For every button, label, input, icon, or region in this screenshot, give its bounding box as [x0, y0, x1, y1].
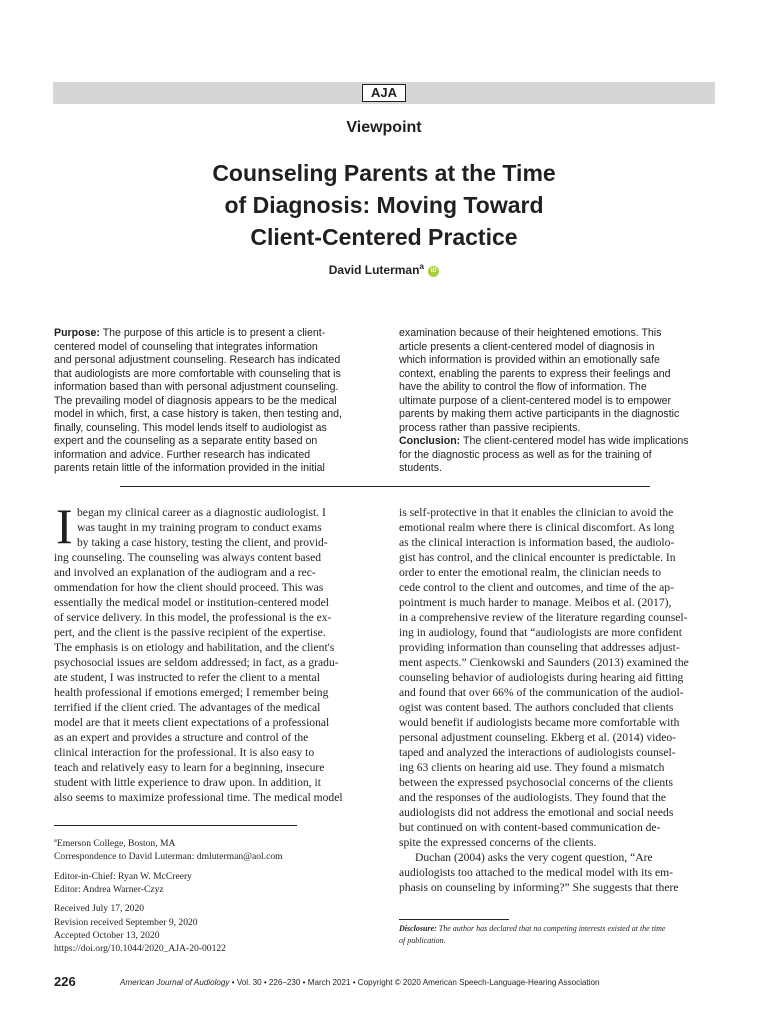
abstract-line: and personal adjustment counseling. Research has indicated: [54, 354, 341, 366]
body-line: began my clinical career as a diagnostic audiologist. I: [77, 506, 326, 519]
abstract-line: examination because of their heightened emotions. This: [399, 327, 662, 339]
body-line: The emphasis is on etiology and habilitation, and the client's: [54, 641, 335, 654]
abstract-line: that audiologists are more comfortable with counseling that is: [54, 367, 341, 380]
body-line: audiologists too attached to the medical model with its em-: [399, 866, 674, 879]
body-line: was taught in my training program to conduct exams: [77, 521, 322, 534]
body-line: personal adjustment counseling. Ekberg et al. (2014) video-: [399, 731, 676, 744]
abstract-line: parents retain little of the information provided in the initial: [54, 462, 325, 474]
abstract-right-column: [399, 327, 719, 476]
body-line: teach and relatively easy to learn for a beginning, insecure: [54, 761, 325, 774]
body-line: phasis on counseling by informing?” She suggests that there: [399, 881, 679, 894]
abstract-line: for the diagnostic process as well as for the training of: [399, 448, 652, 461]
abstract-line: information based than with personal adjustment counseling.: [54, 381, 339, 393]
abstract-line: parents by making them active participants in the diagnostic: [399, 408, 680, 420]
body-line: model are that it meets client expectations of a professional: [54, 716, 330, 729]
disclosure-divider: [399, 919, 509, 920]
accepted-date: Accepted October 13, 2020: [54, 929, 160, 941]
abstract-line: The prevailing model of diagnosis appears to be the medical: [54, 394, 337, 407]
editor-in-chief-note: Editor-in-Chief: Ryan W. McCreery: [54, 870, 192, 882]
affiliation-note: $^a$Emerson College, Boston, MA: [54, 837, 176, 850]
body-line: by taking a case history, testing the client, and provid-: [77, 536, 328, 549]
abstract-line: students.: [399, 462, 442, 474]
body-line: health professional if emotions emerged; I remember being: [54, 686, 329, 699]
doi-link[interactable]: https://doi.org/10.1044/2020_AJA-20-00122: [54, 943, 226, 955]
author-line: [0, 262, 768, 277]
body-line: emotional realm where there is clinical discomfort. As long: [399, 521, 675, 534]
abstract-line: Conclusion: The client-centered model has wide implications: [399, 435, 689, 447]
abstract-line: context, enabling the parents to express their feelings and: [399, 367, 671, 380]
disclosure-label: Disclosure:: [399, 924, 437, 933]
abstract-left-column: [54, 327, 374, 476]
received-date: Received July 17, 2020: [54, 903, 145, 915]
abstract-line: expert and the counseling as a separate entity based on: [54, 435, 318, 447]
correspondence-note: Correspondence to David Luterman: dmluterman@aol.com: [54, 851, 283, 863]
journal-name: American Journal of Audiology: [120, 978, 230, 987]
body-line: ate student, I was instructed to refer the client to a mental: [54, 671, 320, 684]
body-line: and involved an explanation of the audiogram and a rec-: [54, 566, 316, 579]
body-line: is self-protective in that it enables the clinician to avoid the: [399, 506, 674, 519]
body-line: also seems to maximize professional time. The medical model: [54, 791, 343, 804]
author-name: David Luterman: [328, 263, 420, 277]
abstract-line: process rather than passive recipients.: [399, 421, 581, 434]
title-line: of Diagnosis: Moving Toward: [224, 192, 544, 218]
page-number: 226: [54, 974, 76, 989]
drop-cap: I: [56, 498, 73, 554]
body-line: audiologists did not address the emotional and social needs: [399, 806, 674, 819]
body-line: terrified if the client cried. The advantages of the medical: [54, 701, 321, 714]
body-line: ing in audiology, found that “audiologists are more confident: [399, 626, 682, 639]
body-right-column: [399, 505, 719, 895]
footnote-divider: [54, 825, 297, 826]
body-line: in a comprehensive review of the literature regarding counsel-: [399, 611, 688, 624]
journal-badge: AJA: [362, 84, 406, 102]
abstract-divider: [120, 486, 650, 487]
title-line: Counseling Parents at the Time: [212, 160, 556, 186]
body-line: pointment is much harder to manage. Meibos et al. (2017),: [399, 596, 672, 609]
article-title: [154, 157, 614, 253]
body-line: ing counseling. The counseling was always content based: [54, 551, 322, 564]
abstract-line: centered model of counseling that integrates information: [54, 340, 318, 353]
abstract-line: finally, counseling. This model lends itself to audiologist as: [54, 421, 327, 434]
body-line: providing information than counseling that addresses adjust-: [399, 641, 680, 654]
body-line: taped and analyzed the interactions of audiologists counsel-: [399, 746, 676, 759]
abstract-line: Purpose: The purpose of this article is to present a client-: [54, 327, 326, 339]
body-line: as an expert and provides a structure and control of the: [54, 731, 309, 744]
abstract-line: have the ability to control the flow of information. The: [399, 381, 647, 393]
body-line: between the expressed psychosocial concerns of the clients: [399, 776, 673, 789]
body-line: gist has control, and the clinical encounter is predictable. In: [399, 551, 676, 564]
body-line: ment aspects.” Cienkowski and Saunders (2013) examined the: [399, 656, 689, 669]
body-line: clinical interaction for the professional. It is also easy to: [54, 746, 315, 759]
body-line: counseling behavior of audiologists during hearing aid fitting: [399, 671, 684, 684]
title-line: Client-Centered Practice: [250, 224, 518, 250]
body-line: as the clinical interaction is information based, the audiolo-: [399, 536, 675, 549]
body-line: and the responses of the audiologists. They found that the: [399, 791, 667, 804]
disclosure-note: Disclosure: The author has declared that no competing interests existed at the time of publication.: [399, 924, 666, 945]
abstract-line: which information is provided within an emotionally safe: [399, 354, 660, 366]
abstract-line: article presents a client-centered model of diagnosis in: [399, 340, 655, 353]
body-line: cede control to the client and outcomes, and time of the ap-: [399, 581, 674, 594]
issue-details: • Vol. 30 • 226–230 • March 2021 • Copyright © 2020 American Speech-Language-Hearing Association: [229, 978, 600, 987]
body-line: spite the expressed concerns of the clients.: [399, 836, 597, 849]
footnotes: [54, 834, 384, 956]
body-left-column: [54, 505, 374, 805]
section-label: Viewpoint: [346, 119, 422, 136]
body-line: of service delivery. In this model, the professional is the ex-: [54, 611, 332, 624]
body-line: ogist was content based. The authors concluded that clients: [399, 701, 674, 714]
abstract-line: model in which, first, a case history is taken, then testing and,: [54, 408, 342, 420]
editor-note: Editor: Andrea Warner-Czyz: [54, 884, 164, 896]
body-line: essentially the medical model or institution-centered model: [54, 596, 329, 609]
conclusion-label: Conclusion:: [399, 435, 461, 447]
purpose-label: Purpose:: [54, 327, 100, 339]
body-line: and found that over 66% of the communication of the audiol-: [399, 686, 684, 699]
author-affiliation-marker: a: [419, 262, 424, 271]
running-footer: [120, 978, 600, 987]
body-line: psychosocial issues are seldom addressed; in fact, as a gradu-: [54, 656, 339, 669]
body-line: but continued on with content-based communication de-: [399, 821, 661, 834]
body-line: ing 63 clients on hearing aid use. They found a mismatch: [399, 761, 665, 774]
revision-date: Revision received September 9, 2020: [54, 916, 198, 928]
abstract-line: information and advice. Further research has indicated: [54, 448, 311, 461]
body-line: would benefit if audiologists became more comfortable with: [399, 716, 680, 729]
body-line: student with little experience to draw upon. In addition, it: [54, 776, 321, 789]
body-line: pert, and the client is the passive recipient of the expertise.: [54, 626, 326, 639]
body-line: Duchan (2004) asks the very cogent question, “Are: [415, 851, 653, 864]
body-line: order to enter the emotional realm, the clinician needs to: [399, 566, 662, 579]
body-line: ommendation for how the client should proceed. This was: [54, 581, 324, 594]
orcid-icon[interactable]: iD: [428, 266, 439, 277]
abstract-line: ultimate purpose of a client-centered model is to empower: [399, 394, 672, 407]
